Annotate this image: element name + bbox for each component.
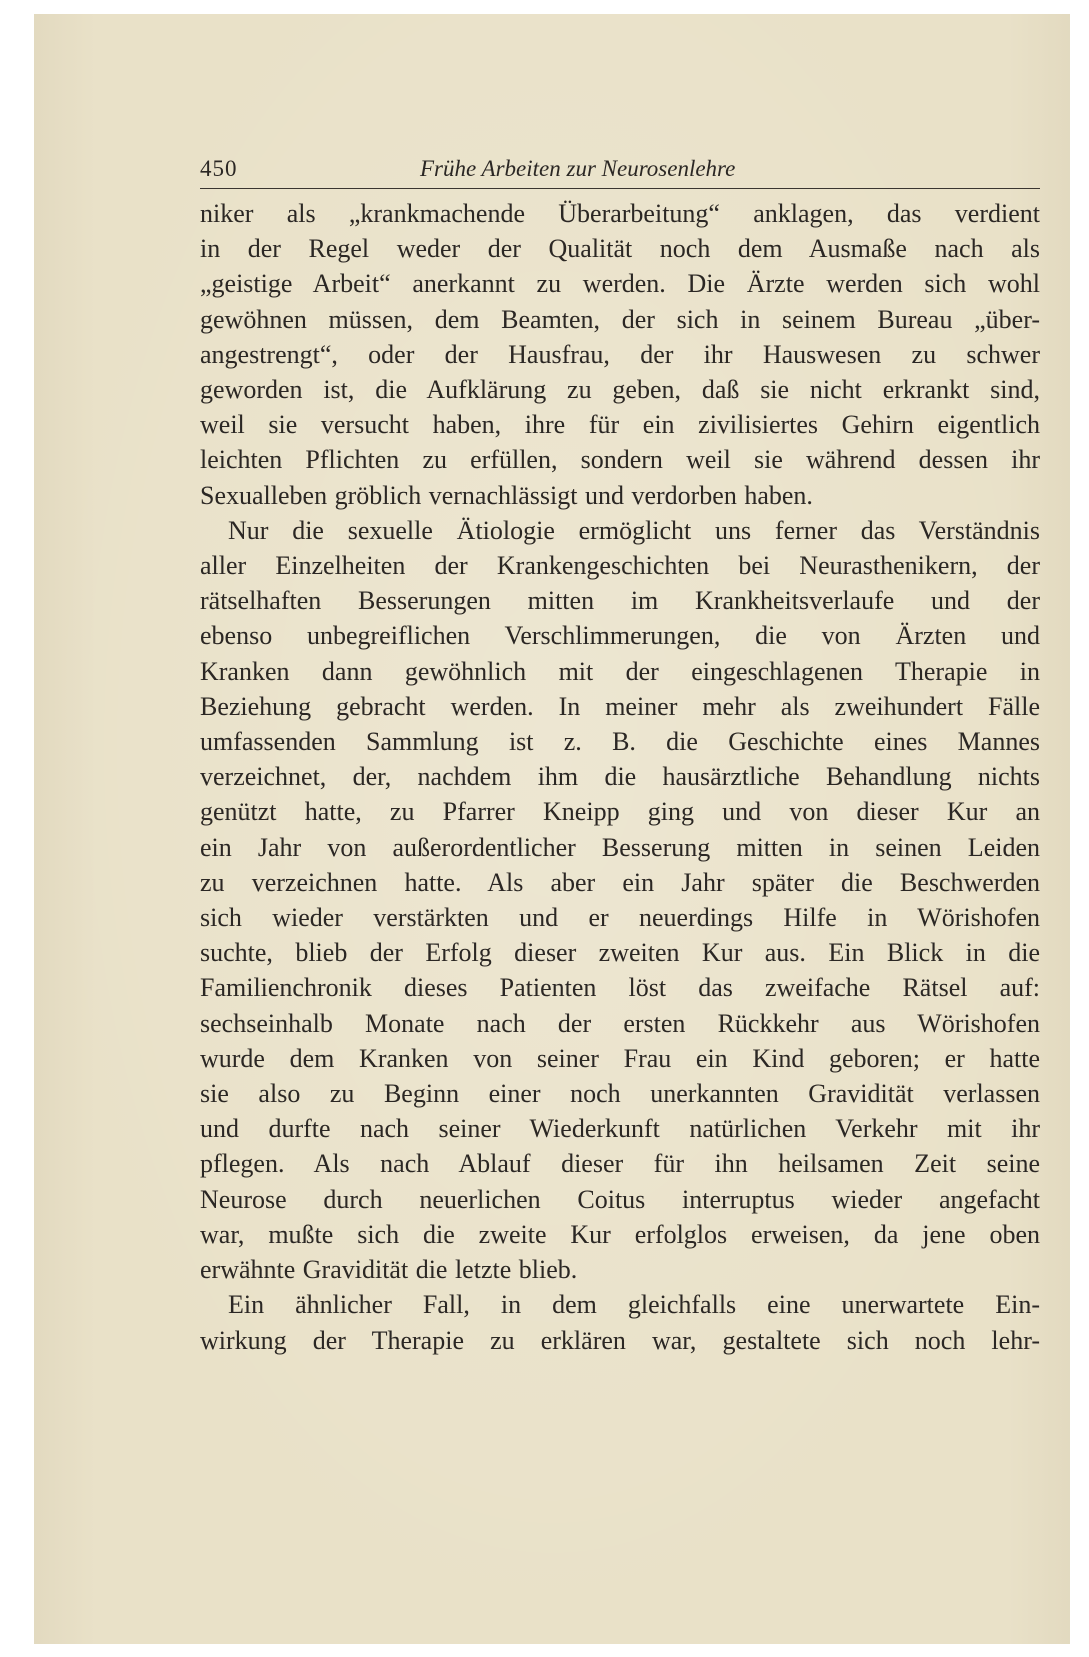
text-line: rätselhaften Besserungen mitten im Krankheitsverlaufe und der (200, 586, 1040, 616)
page-header (200, 148, 1040, 189)
text-line: Familienchronik dieses Patienten löst das zweifache Rätsel auf: (200, 973, 1040, 1003)
text-line: verzeichnet, der, nachdem ihm die hausärztliche Behandlung nichts (200, 762, 1040, 792)
text-line: umfassenden Sammlung ist z. B. die Geschichte eines Mannes (200, 727, 1040, 757)
page-number: 450 (200, 156, 238, 181)
text-line: weil sie versucht haben, ihre für ein zivilisiertes Gehirn eigentlich (200, 410, 1040, 440)
text-line: und durfte nach seiner Wiederkunft natürlichen Verkehr mit ihr (200, 1114, 1040, 1144)
text-line: sechseinhalb Monate nach der ersten Rückkehr aus Wörishofen (200, 1008, 1040, 1038)
text-line: angestrengt“, oder der Hausfrau, der ihr Hauswesen zu schwer (200, 339, 1040, 369)
text-line: zu verzeichnen hatte. Als aber ein Jahr später die Beschwerden (200, 867, 1040, 897)
text-line: sie also zu Beginn einer noch unerkannten Gravidität verlassen (200, 1079, 1040, 1109)
text-line: aller Einzelheiten der Krankengeschichten bei Neurasthenikern, der (200, 551, 1040, 581)
text-line: in der Regel weder der Qualität noch dem Ausmaße nach als (200, 234, 1040, 264)
text-line: gewöhnen müssen, dem Beamten, der sich in seinem Bureau „über- (200, 304, 1040, 334)
text-line: niker als „krankmachende Überarbeitung“ anklagen, das verdient (200, 199, 1040, 228)
text-line: ebenso unbegreiflichen Verschlimmerungen, die von Ärzten und (200, 621, 1040, 651)
text-line: war, mußte sich die zweite Kur erfolglos erweisen, da jene oben (200, 1219, 1040, 1249)
text-line: Ein ähnlicher Fall, in dem gleichfalls eine unerwartete Ein- (228, 1290, 1040, 1320)
text-line: ein Jahr von außerordentlicher Besserung mitten in seinen Leiden (200, 832, 1040, 862)
text-line: Nur die sexuelle Ätiologie ermöglicht uns ferner das Verständnis (228, 515, 1040, 545)
text-line: erwähnte Gravidität die letzte blieb. (200, 1255, 578, 1285)
text-line: Beziehung gebracht werden. In meiner mehr als zweihundert Fälle (200, 691, 1040, 721)
text-line: genützt hatte, zu Pfarrer Kneipp ging und von dieser Kur an (200, 797, 1040, 827)
text-line: geworden ist, die Aufklärung zu geben, daß sie nicht erkrankt sind, (200, 375, 1040, 405)
paragraph (200, 196, 1040, 513)
text-line: pflegen. Als nach Ablauf dieser für ihn heilsamen Zeit seine (200, 1149, 1040, 1179)
text-line: Neurose durch neuerlichen Coitus interruptus wieder angefacht (200, 1184, 1040, 1214)
body-text (200, 196, 1040, 1358)
text-line: wirkung der Therapie zu erklären war, gestaltete sich noch lehr- (200, 1325, 1040, 1355)
text-line: leichten Pflichten zu erfüllen, sondern weil sie während dessen ihr (200, 445, 1040, 475)
text-line: Kranken dann gewöhnlich mit der eingeschlagenen Therapie in (200, 656, 1040, 686)
paragraph (200, 513, 1040, 1287)
text-line: suchte, blieb der Erfolg dieser zweiten Kur aus. Ein Blick in die (200, 938, 1040, 968)
paragraph (200, 1287, 1040, 1357)
text-line: Sexualleben gröblich vernachlässigt und verdorben haben. (200, 480, 813, 510)
text-line: wurde dem Kranken von seiner Frau ein Kind geboren; er hatte (200, 1043, 1040, 1073)
text-line: sich wieder verstärkten und er neuerdings Hilfe in Wörishofen (200, 903, 1040, 933)
text-line: „geistige Arbeit“ anerkannt zu werden. Die Ärzte werden sich wohl (200, 269, 1040, 299)
running-title: Frühe Arbeiten zur Neurosenlehre (420, 156, 736, 181)
